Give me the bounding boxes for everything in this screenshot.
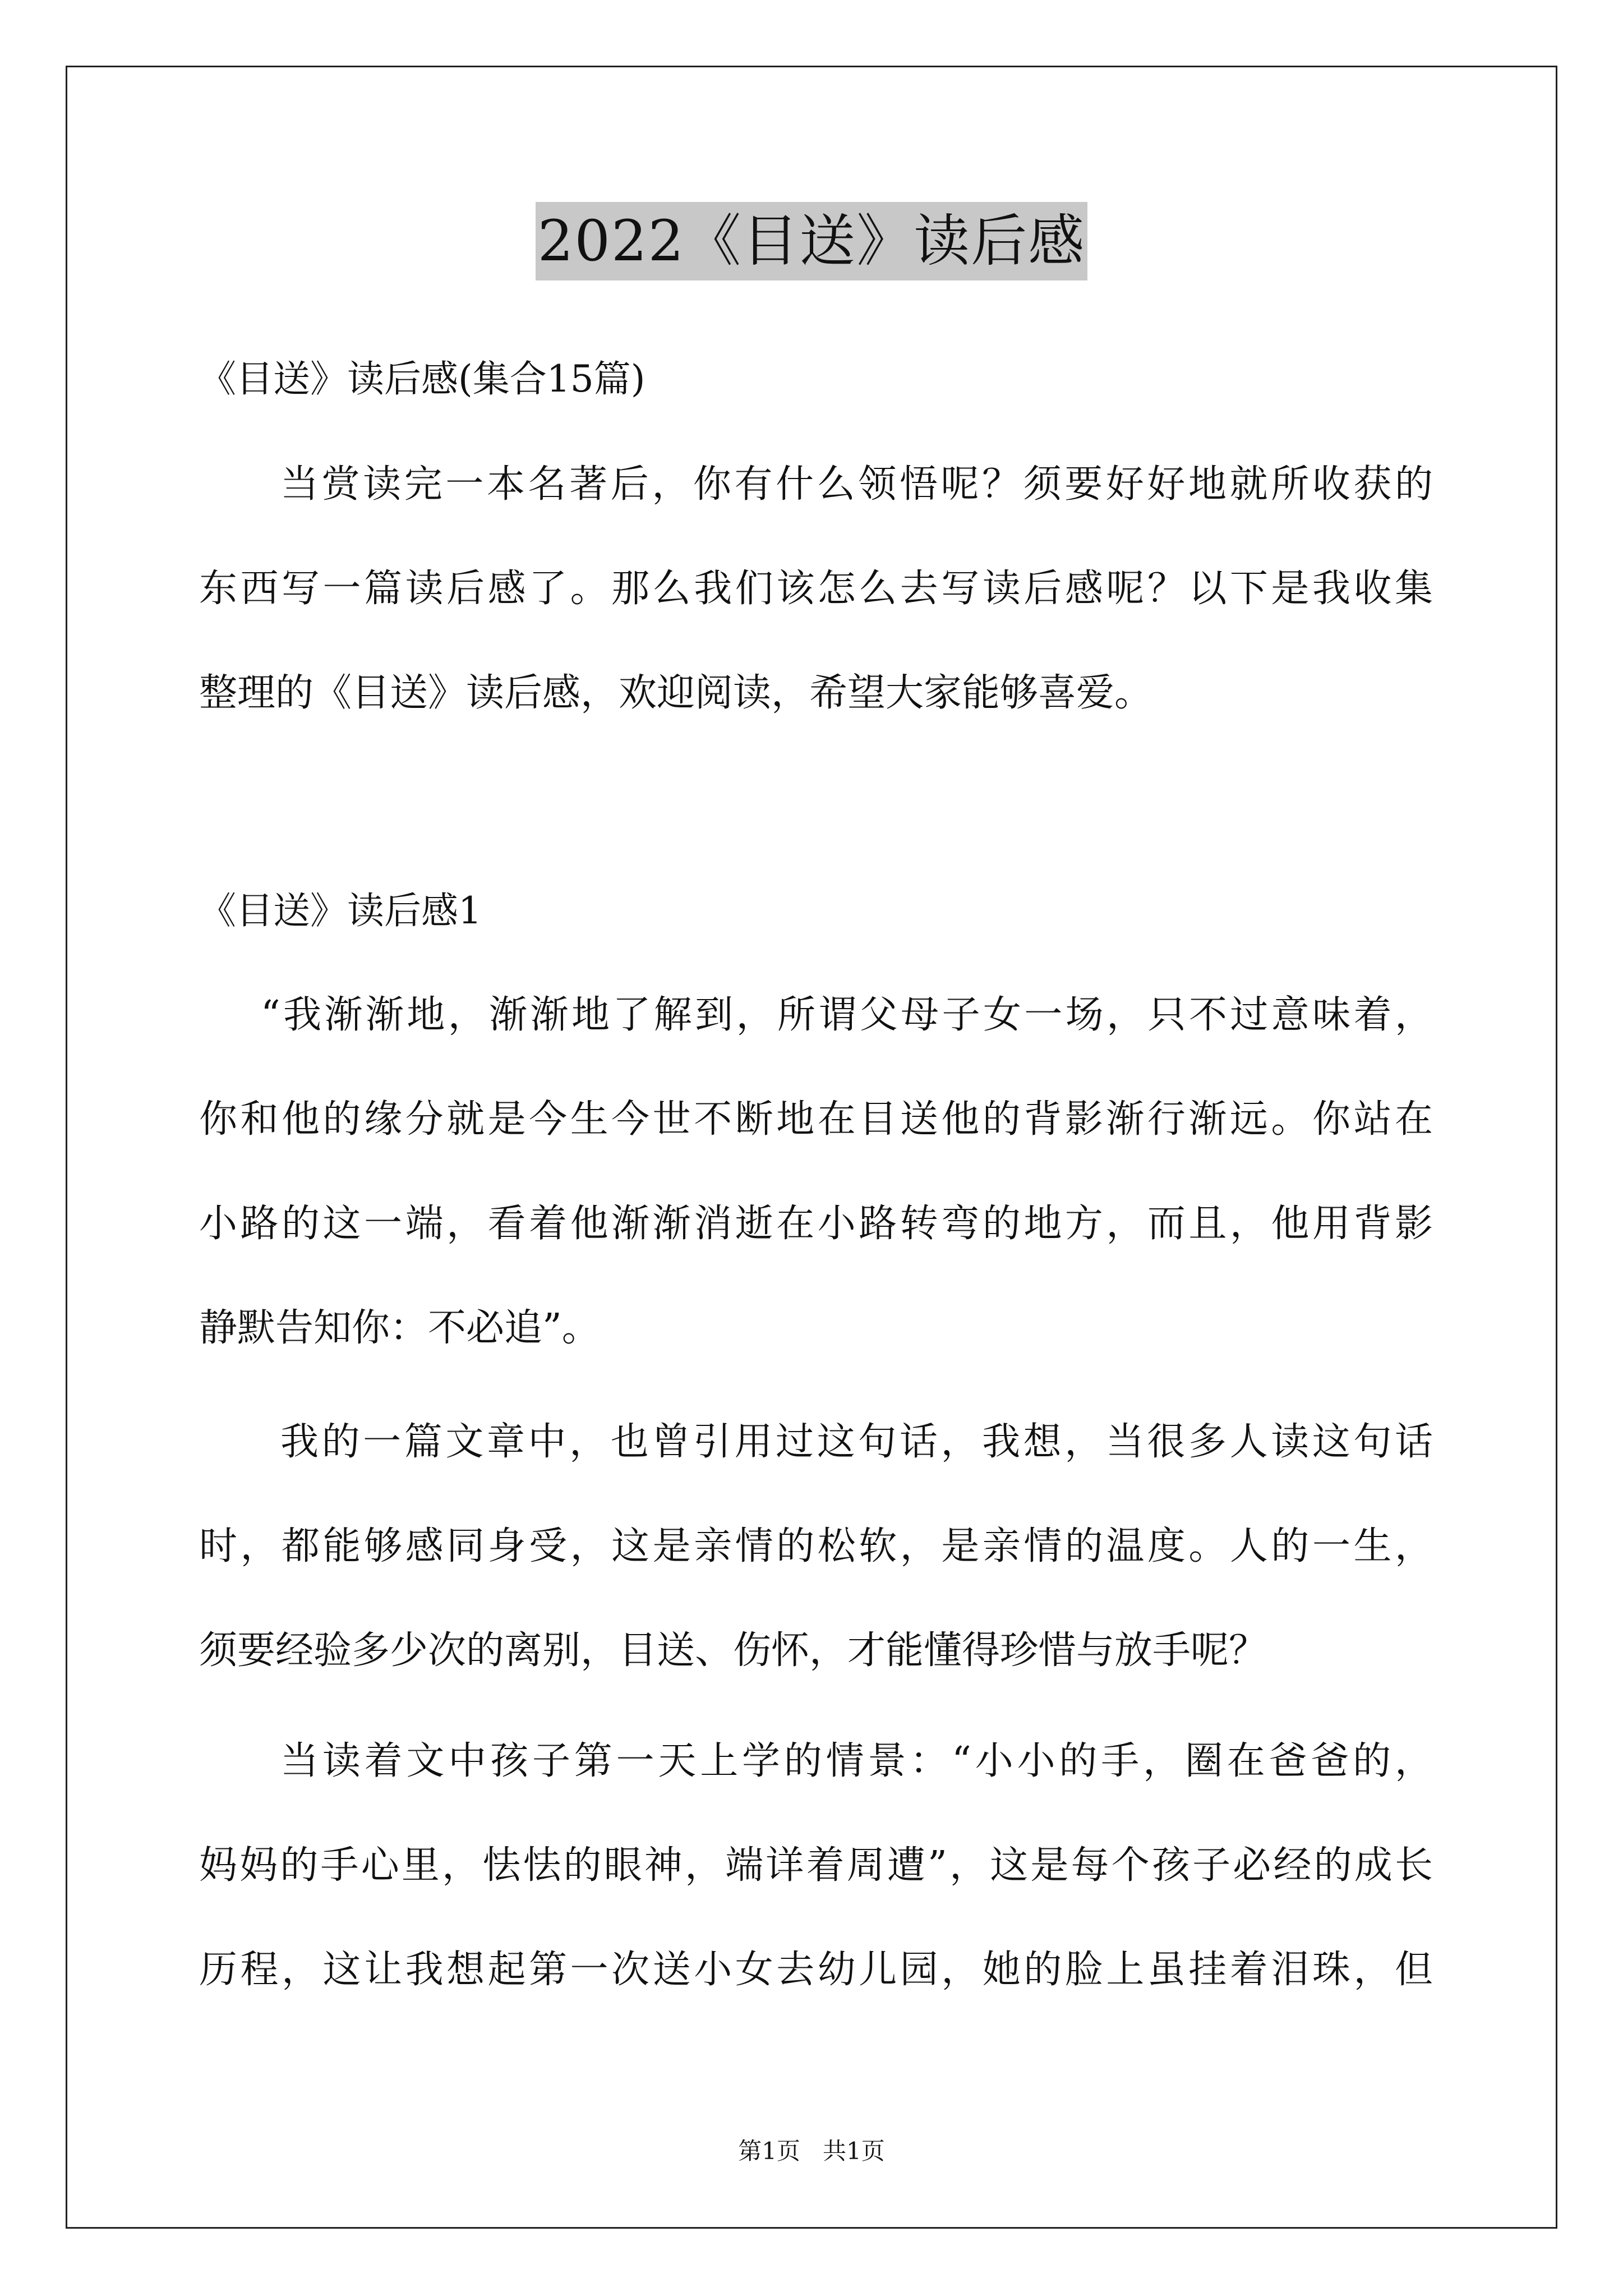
paragraph-line: 我的一篇文章中，也曾引用过这句话，我想，当很多人读这句话 [280,1420,1433,1464]
paragraph-line: 小路的这一端，看着他渐渐消逝在小路转弯的地方，而且，他用背影 [199,1202,1433,1246]
paragraph-2 [199,1414,1433,1727]
intro-line: 整理的《目送》读后感，欢迎阅读，希望大家能够喜爱。 [199,671,1153,715]
paragraph-line: 当读着文中孩子第一天上学的情景：“小小的手，圈在爸爸的， [280,1739,1433,1783]
document-subtitle: 《目送》读后感(集合15篇) [199,357,645,401]
paragraph-3 [199,1733,1433,2046]
title-container [0,202,1623,280]
paragraph-line: 妈妈的手心里，怯怯的眼神，端详着周遭”，这是每个孩子必经的成长 [199,1843,1433,1888]
paragraph-line: 静默告知你：不必追”。 [199,1306,600,1350]
paragraph-line: 须要经验多少次的离别，目送、伤怀，才能懂得珍惜与放手呢？ [199,1628,1267,1673]
page-footer: 第1页 共1页 [738,2137,885,2165]
intro-paragraph [199,457,1433,770]
paragraph-line: “我渐渐地，渐渐地了解到，所谓父母子女一场，只不过意味着， [261,993,1433,1037]
paragraph-1 [199,987,1433,1405]
paragraph-line: 你和他的缘分就是今生今世不断地在目送他的背影渐行渐远。你站在 [199,1097,1433,1142]
document-title: 2022《目送》读后感 [536,202,1088,280]
paragraph-line: 历程，这让我想起第一次送小女去幼儿园，她的脸上虽挂着泪珠，但 [199,1948,1433,1992]
section-heading: 《目送》读后感1 [199,889,482,932]
paragraph-line: 时，都能够感同身受，这是亲情的松软，是亲情的温度。人的一生， [199,1524,1433,1568]
intro-line: 当赏读完一本名著后，你有什么领悟呢？须要好好地就所收获的 [280,462,1433,507]
intro-line: 东西写一篇读后感了。那么我们该怎么去写读后感呢？以下是我收集 [199,567,1433,611]
